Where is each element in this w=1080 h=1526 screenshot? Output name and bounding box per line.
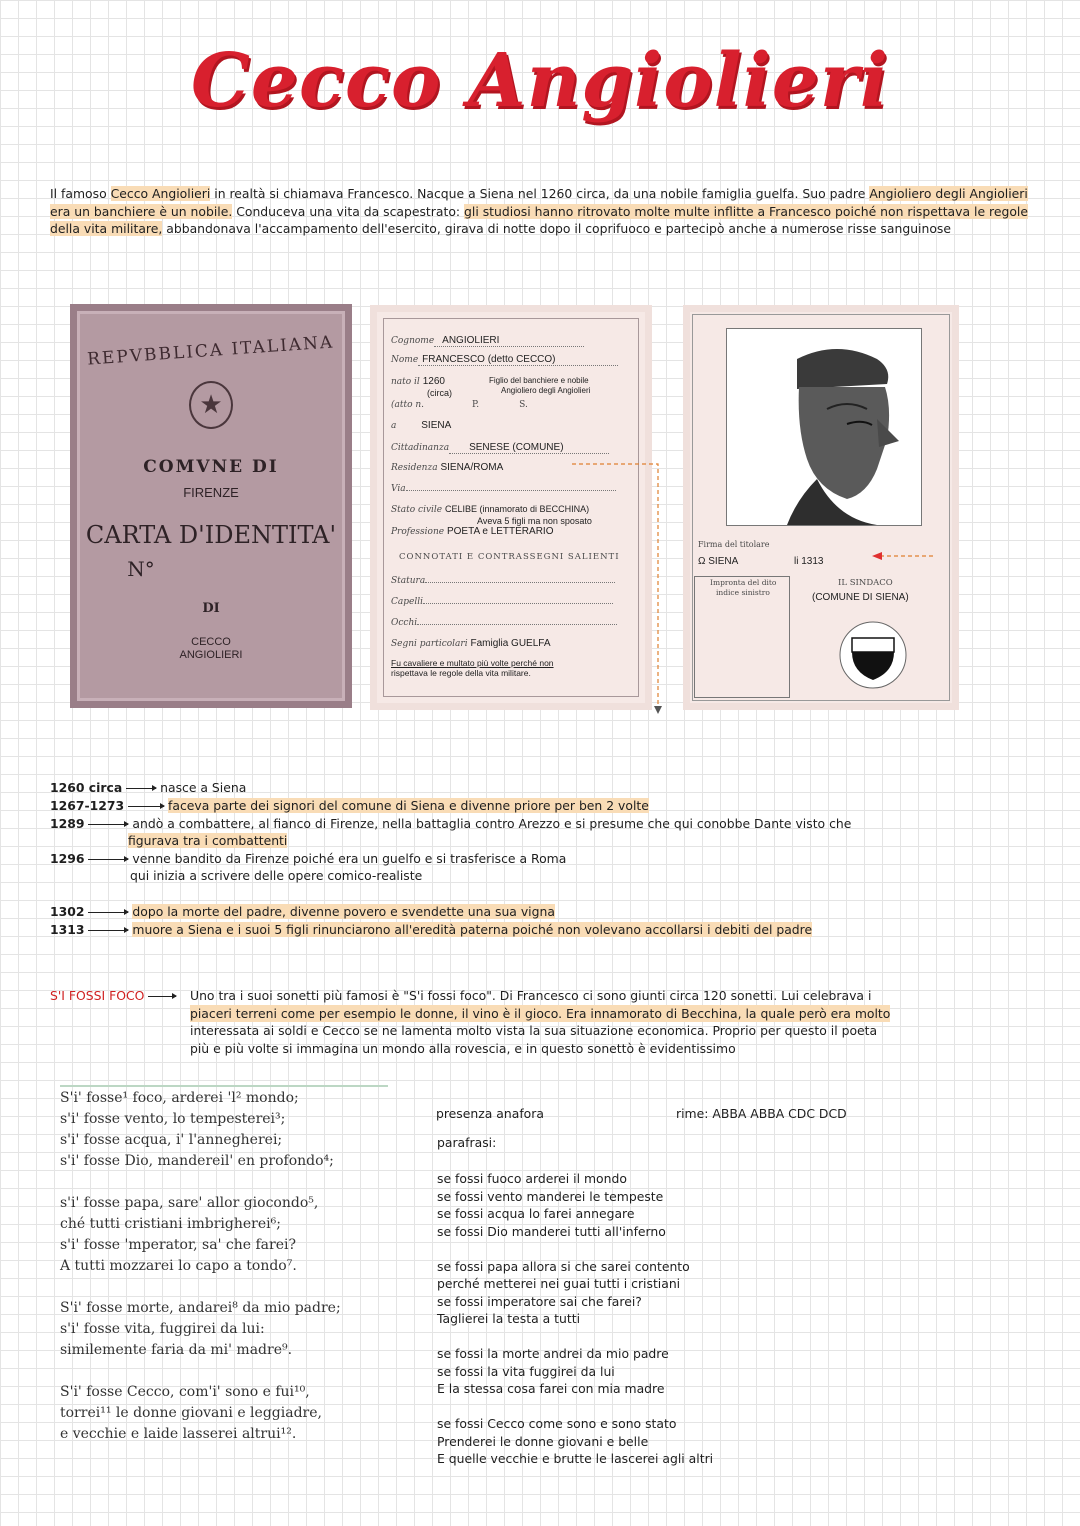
value-note-2: rispettava le regole della vita militare.	[391, 668, 531, 678]
value-cognome: ANGIOLIERI	[442, 335, 500, 346]
intro-text: abbandonava l'accampamento dell'esercito, girava di notte dopo il coprifuoco e partecipò anche a numerose risse sanguinose	[162, 221, 951, 236]
impronta-label-2: indice sinistro	[716, 588, 770, 597]
intro-text: Conduceva una vita da scapestrato:	[232, 203, 465, 219]
firma-label: Firma del titolare	[698, 540, 770, 549]
page-title: Cecco Angiolieri	[190, 38, 890, 124]
intro-paragraph	[50, 185, 1040, 238]
rime-note: rime: ABBA ABBA CDC DCD	[676, 1106, 847, 1121]
intro-text: Il famoso	[50, 186, 111, 201]
fossi-line: Uno tra i suoi sonetti più famosi è "S'i fossi foco". Di Francesco ci sono giunti circa 120 sonetti. Lui celebrava i	[190, 988, 872, 1003]
parafrasi-label: parafrasi:	[437, 1135, 497, 1150]
label: Cognome	[391, 336, 435, 346]
label: Occhi	[391, 618, 418, 628]
stanza: S'i' fosse¹ foco, arderei 'l² mondo; s'i' fosse vento, lo tempesterei³; s'i' fosse acqua, i' l'annegherei; s'i' fosse Dio, mandereil' en profondo⁴;	[60, 1090, 334, 1169]
parafrasi	[437, 1170, 713, 1485]
card-city: FIRENZE	[183, 485, 239, 500]
portrait-photo	[726, 328, 922, 526]
timeline-item: 1260 circa nasce a Siena	[50, 780, 247, 795]
id-card-photo	[683, 305, 959, 710]
fossi-line: interessata ai soldi e Cecco se ne lamenta molto vista la sua situazione economica. Proprio per questo il poeta	[190, 1023, 878, 1038]
intro-text: in realtà si chiamava Francesco. Nacque a Siena nel 1260 circa, da una nobile famiglia guelfa. Suo padre	[210, 186, 870, 201]
value-cittadinanza: SENESE (COMUNE)	[469, 442, 564, 453]
connector-arrow	[570, 460, 670, 720]
fossi-paragraph	[190, 987, 1030, 1057]
label: a	[391, 421, 397, 431]
fossi-line: piaceri terreni come per esempio le donne, il vino è il gioco. Era innamorato di Becchina, la quale però era molto	[190, 1005, 891, 1021]
value-stato: CELIBE (innamorato di BECCHINA)	[445, 504, 590, 514]
stanza: se fossi la morte andrei da mio padre se fossi la vita fuggirei da lui E la stessa cosa farei con mia madre	[437, 1346, 669, 1396]
fossi-line: più e più volte si immagina un mondo alla rovescia, e in questo sonettò è evidentissimo	[190, 1040, 736, 1056]
fingerprint-box	[694, 576, 790, 698]
label: Statura	[391, 576, 426, 586]
value-note-1: Fu cavaliere e multato più volte perché non	[391, 658, 554, 668]
stanza: S'i' fosse morte, andarei⁸ da mio padre; s'i' fosse vita, fuggirei da lui: similemente faria da mi' madre⁹.	[60, 1300, 341, 1358]
value-professione: POETA e LETTERARIO	[446, 526, 554, 537]
card-name-1: CECCO	[191, 636, 231, 648]
intro-highlight: gli studiosi hanno ritrovato molte multe inflitte a Francesco poiché non rispettava le regole della vita militare,	[50, 203, 1028, 236]
label: Segni particolari	[391, 639, 468, 649]
connector-arrow-2	[870, 549, 940, 563]
poem-underline	[60, 1085, 388, 1087]
value-figlio-2: Angioliero degli Angiolieri	[501, 386, 591, 395]
connotati-heading: CONNOTATI E CONTRASSEGNI SALIENTI	[399, 552, 620, 562]
stanza: se fossi fuoco arderei il mondo se fossi vento manderei le tempeste se fossi acqua lo farei annegare se fossi Dio manderei tutti all'inferno	[437, 1171, 666, 1239]
portrait-icon	[727, 329, 921, 525]
value-residenza: SIENA/ROMA	[440, 462, 504, 473]
siena-shield-icon	[838, 620, 908, 690]
section-label: S'I FOSSI FOCO	[50, 987, 176, 1005]
value-figlio: Figlio del banchiere e nobile	[489, 376, 589, 385]
label: Cittadinanza	[391, 443, 450, 453]
card-di: DI	[202, 601, 220, 616]
value-nato: 1260	[422, 376, 445, 387]
value-circa: (circa)	[427, 388, 452, 398]
value-anno: li 1313	[794, 556, 824, 567]
poem	[60, 1088, 390, 1466]
value-comune: (COMUNE DI SIENA)	[812, 592, 909, 603]
label: (atto n.	[391, 400, 425, 410]
anafora-note: presenza anafora	[436, 1106, 544, 1121]
value-luogo-firma: Ω SIENA	[698, 556, 739, 567]
stanza: se fossi Cecco come sono e sono stato Prenderei le donne giovani e belle E quelle vecchie e brutte le lascerei agli altri	[437, 1416, 714, 1466]
timeline-item: 1313 muore a Siena e i suoi 5 figli rinunciarono all'eredità paterna poiché non volevano accollarsi i debiti del padre	[50, 922, 813, 937]
label: Residenza	[391, 463, 438, 473]
timeline-item: 1302 dopo la morte del padre, divenne povero e svendette una sua vigna	[50, 904, 555, 919]
label: nato il	[391, 377, 420, 387]
label: Nome	[391, 355, 419, 365]
id-card-data: Cognome ANGIOLIERI Nome FRANCESCO (detto CECCO) nato il 1260 (circa) Figlio del banchiere e nobile Angioliero degli Angiolieri (atto n. P. S. a SIENA Cittadinanza SENESE (COMUNE) Residenza SIENA/ROMA Via Stato civile CELIBE (innamorato di BECCHINA) Aveva 5 figli ma non sposato Professione POETA e LETTERARIO CONNOTATI E CONTRASSEGNI SALIENTI Statura Capelli Occhi Segni particolari Famiglia GUELFA Fu cavaliere e multato più volte perché non rispettava le regole della vita militare.	[370, 305, 652, 710]
timeline-item: 1267-1273 faceva parte dei signori del comune di Siena e divenne priore per ben 2 volte	[50, 798, 649, 813]
sindaco-label: IL SINDACO	[838, 578, 893, 588]
stanza: s'i' fosse papa, sare' allor giocondo⁵, ché tutti cristiani imbrigherei⁶; s'i' fosse 'mperator, sa' che farei? A tutti mozzarei lo capo a tondo⁷.	[60, 1195, 319, 1274]
timeline-item-cont: figurava tra i combattenti	[128, 833, 288, 848]
id-card-cover	[70, 304, 352, 708]
label: Stato civile	[391, 505, 443, 515]
card-comune: COMVNE DI	[143, 457, 279, 477]
label: Professione	[391, 527, 445, 537]
value-luogo: SIENA	[421, 420, 452, 431]
impronta-label: Impronta del dito	[710, 578, 777, 587]
value-nome: FRANCESCO (detto CECCO)	[422, 354, 556, 365]
timeline-item: 1289 andò a combattere, al fianco di Firenze, nella battaglia contro Arezzo e si presume che qui conobbe Dante visto che	[50, 816, 852, 831]
intro-highlight: Angioliero degli Angiolieri era un banchiere è un nobile.	[50, 186, 1028, 219]
card-number: N°	[127, 557, 155, 581]
intro-highlight: Cecco Angiolieri	[110, 186, 211, 201]
value-stato-2: Aveva 5 figli ma non sposato	[477, 516, 592, 526]
value-segni: Famiglia GUELFA	[470, 638, 551, 649]
stanza: S'i' fosse Cecco, com'i' sono e fui¹⁰, torrei¹¹ le donne giovani e leggiadre, e vecchie e laide lasserei altrui¹².	[60, 1384, 322, 1442]
timeline-item-cont: qui inizia a scrivere delle opere comico-realiste	[130, 868, 423, 883]
emblem-icon: ★	[189, 381, 233, 429]
card-header: REPVBBLICA ITALIANA	[86, 332, 336, 370]
label: Via	[391, 484, 406, 494]
label: Capelli	[391, 597, 423, 607]
card-name-2: ANGIOLIERI	[179, 649, 243, 661]
card-title: CARTA D'IDENTITA'	[85, 521, 337, 549]
stanza: se fossi papa allora si che sarei contento perché metterei nei guai tutti i cristiani se fossi imperatore sai che farei? Taglierei la testa a tutti	[437, 1258, 690, 1326]
timeline-item: 1296 venne bandito da Firenze poiché era un guelfo e si trasferisce a Roma	[50, 851, 567, 866]
